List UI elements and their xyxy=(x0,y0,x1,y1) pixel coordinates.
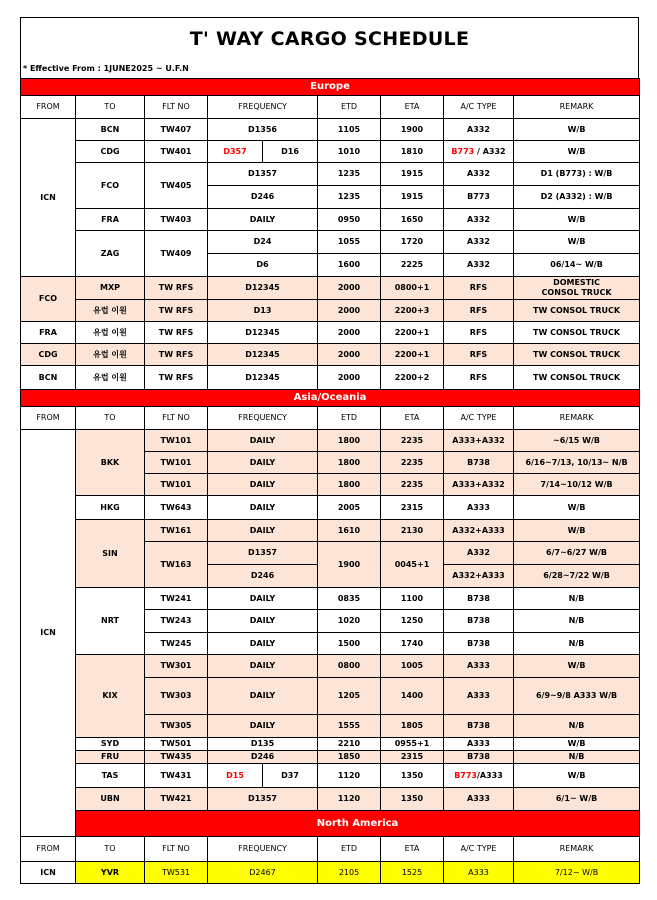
aircraft-cell: RFS xyxy=(444,322,514,344)
remark-cell: 6/16~7/13, 10/13~ N/B xyxy=(514,452,640,474)
aircraft-cell: A332 xyxy=(444,254,514,277)
dest-cell: 유럽 이원 xyxy=(76,300,145,322)
eta-cell: 2225 xyxy=(381,254,444,277)
header-ac-type: A/C TYPE xyxy=(444,407,514,430)
page-title: T' WAY CARGO SCHEDULE xyxy=(20,17,639,58)
eta-cell: 1720 xyxy=(381,231,444,254)
eta-cell: 2200+2 xyxy=(381,366,444,390)
etd-cell: 1055 xyxy=(318,231,381,254)
remark-cell: W/B xyxy=(514,520,640,542)
etd-cell: 2000 xyxy=(318,322,381,344)
frequency-cell: D12345 xyxy=(208,322,318,344)
header-from: FROM xyxy=(21,407,76,430)
etd-cell: 1800 xyxy=(318,430,381,452)
eta-cell: 1810 xyxy=(381,141,444,163)
remark-cell: 6/9~9/8 A333 W/B xyxy=(514,678,640,715)
aircraft-cell: A333 xyxy=(444,655,514,678)
frequency-cell: D24 xyxy=(208,231,318,254)
flight-cell: TW435 xyxy=(145,751,208,764)
frequency-cell: D12345 xyxy=(208,277,318,300)
aircraft-cell: RFS xyxy=(444,277,514,300)
header-ac-type: A/C TYPE xyxy=(444,837,514,862)
aircraft-cell: A333 xyxy=(444,738,514,751)
aircraft-cell: A333+A332 xyxy=(444,430,514,452)
dest-cell: KIX xyxy=(76,655,145,738)
eta-cell: 1525 xyxy=(381,862,444,884)
frequency-cell: D13 xyxy=(208,300,318,322)
etd-cell: 2000 xyxy=(318,366,381,390)
header-frequency: FREQUENCY xyxy=(208,96,318,119)
table-row xyxy=(21,738,640,751)
flight-cell: TW409 xyxy=(145,231,208,277)
section-title: Asia/Oceania xyxy=(21,390,640,407)
dest-cell: HKG xyxy=(76,496,145,520)
frequency-cell: D357 xyxy=(208,141,263,163)
table-row xyxy=(21,366,640,390)
eta-cell: 1350 xyxy=(381,788,444,811)
eta-cell: 0800+1 xyxy=(381,277,444,300)
remark-cell: W/B xyxy=(514,738,640,751)
remark-cell: 06/14~ W/B xyxy=(514,254,640,277)
dest-cell: BCN xyxy=(76,119,145,141)
aircraft-cell: A332+A333 xyxy=(444,520,514,542)
flight-cell: TW101 xyxy=(145,474,208,496)
frequency-cell: D135 xyxy=(208,738,318,751)
flight-cell: TW163 xyxy=(145,542,208,588)
aircraft-cell: B738 xyxy=(444,452,514,474)
frequency-cell: DAILY xyxy=(208,209,318,231)
aircraft-cell: B773 xyxy=(444,186,514,209)
aircraft-cell: RFS xyxy=(444,366,514,390)
frequency-cell: D246 xyxy=(208,565,318,588)
schedule-table xyxy=(20,78,640,884)
table-row xyxy=(21,520,640,542)
etd-cell: 1020 xyxy=(318,610,381,633)
etd-cell: 2000 xyxy=(318,277,381,300)
eta-cell: 0955+1 xyxy=(381,738,444,751)
etd-cell: 2105 xyxy=(318,862,381,884)
table-row xyxy=(21,862,640,884)
etd-cell: 1120 xyxy=(318,764,381,788)
frequency-cell: D15 xyxy=(208,764,263,788)
etd-cell: 1010 xyxy=(318,141,381,163)
flight-cell: TW431 xyxy=(145,764,208,788)
flight-cell: TW643 xyxy=(145,496,208,520)
header-frequency: FREQUENCY xyxy=(208,407,318,430)
remark-cell: N/B xyxy=(514,610,640,633)
etd-cell: 1800 xyxy=(318,452,381,474)
frequency-cell: DAILY xyxy=(208,715,318,738)
flight-cell: TW531 xyxy=(145,862,208,884)
header-row xyxy=(21,407,640,430)
dest-cell: FCO xyxy=(76,163,145,209)
eta-cell: 2235 xyxy=(381,474,444,496)
dest-cell: CDG xyxy=(76,141,145,163)
etd-cell: 0950 xyxy=(318,209,381,231)
etd-cell: 2000 xyxy=(318,300,381,322)
flight-cell: TW101 xyxy=(145,452,208,474)
eta-cell: 2200+3 xyxy=(381,300,444,322)
table-row xyxy=(21,430,640,452)
header-eta: ETA xyxy=(381,96,444,119)
eta-cell: 1350 xyxy=(381,764,444,788)
remark-cell: D1 (B773) : W/B xyxy=(514,163,640,186)
eta-cell: 1100 xyxy=(381,588,444,610)
header-etd: ETD xyxy=(318,407,381,430)
frequency-cell: D12345 xyxy=(208,366,318,390)
flight-cell: TW421 xyxy=(145,788,208,811)
etd-cell: 1205 xyxy=(318,678,381,715)
table-row xyxy=(21,496,640,520)
eta-cell: 1650 xyxy=(381,209,444,231)
etd-cell: 1120 xyxy=(318,788,381,811)
aircraft-cell: A333 xyxy=(444,496,514,520)
aircraft-cell: A333+A332 xyxy=(444,474,514,496)
origin-cell: BCN xyxy=(21,366,76,390)
frequency-cell: DAILY xyxy=(208,588,318,610)
eta-cell: 1900 xyxy=(381,119,444,141)
table-row xyxy=(21,231,640,254)
flight-cell: TW161 xyxy=(145,520,208,542)
frequency-cell: D246 xyxy=(208,186,318,209)
remark-cell: N/B xyxy=(514,588,640,610)
eta-cell: 1805 xyxy=(381,715,444,738)
origin-cell: FCO xyxy=(21,277,76,322)
table-row xyxy=(21,344,640,366)
eta-cell: 2200+1 xyxy=(381,344,444,366)
frequency-cell: DAILY xyxy=(208,633,318,655)
section-title: North America xyxy=(76,811,640,837)
flight-cell: TW245 xyxy=(145,633,208,655)
table-row xyxy=(21,209,640,231)
frequency-cell: DAILY xyxy=(208,452,318,474)
table-row xyxy=(21,655,640,678)
frequency-cell: D1357 xyxy=(208,163,318,186)
etd-cell: 2005 xyxy=(318,496,381,520)
etd-cell: 1800 xyxy=(318,474,381,496)
dest-cell: BKK xyxy=(76,430,145,496)
flight-cell: TW RFS xyxy=(145,366,208,390)
eta-cell: 2315 xyxy=(381,496,444,520)
etd-cell: 1235 xyxy=(318,163,381,186)
flight-cell: TW303 xyxy=(145,678,208,715)
dest-cell: FRU xyxy=(76,751,145,764)
table-row xyxy=(21,163,640,186)
flight-cell: TW RFS xyxy=(145,322,208,344)
schedule-sheet xyxy=(20,17,639,884)
table-row xyxy=(21,141,640,163)
eta-cell: 2130 xyxy=(381,520,444,542)
aircraft-cell: B738 xyxy=(444,751,514,764)
remark-cell: TW CONSOL TRUCK xyxy=(514,300,640,322)
remark-cell: TW CONSOL TRUCK xyxy=(514,366,640,390)
header-eta: ETA xyxy=(381,407,444,430)
remark-cell: 7/14~10/12 W/B xyxy=(514,474,640,496)
eta-cell: 1005 xyxy=(381,655,444,678)
header-flt-no: FLT NO xyxy=(145,837,208,862)
etd-cell: 2000 xyxy=(318,344,381,366)
table-row xyxy=(21,119,640,141)
section-north-america xyxy=(21,811,640,837)
aircraft-cell: A332 xyxy=(444,209,514,231)
frequency-cell: D37 xyxy=(263,764,318,788)
remark-cell: 6/7~6/27 W/B xyxy=(514,542,640,565)
header-etd: ETD xyxy=(318,837,381,862)
aircraft-cell: B738 xyxy=(444,633,514,655)
table-row xyxy=(21,322,640,344)
etd-cell: 1600 xyxy=(318,254,381,277)
remark-cell: W/B xyxy=(514,141,640,163)
header-etd: ETD xyxy=(318,96,381,119)
flight-cell: TW501 xyxy=(145,738,208,751)
aircraft-cell: RFS xyxy=(444,300,514,322)
etd-cell: 1235 xyxy=(318,186,381,209)
section-title: Europe xyxy=(21,79,640,96)
origin-cell: FRA xyxy=(21,322,76,344)
aircraft-cell: A333 xyxy=(444,678,514,715)
etd-cell: 0800 xyxy=(318,655,381,678)
remark-cell: W/B xyxy=(514,231,640,254)
dest-cell: 유럽 이원 xyxy=(76,344,145,366)
remark-cell: 7/12~ W/B xyxy=(514,862,640,884)
remark-cell: N/B xyxy=(514,751,640,764)
dest-cell: NRT xyxy=(76,588,145,655)
flight-cell: TW401 xyxy=(145,141,208,163)
dest-cell: 유럽 이원 xyxy=(76,366,145,390)
header-ac-type: A/C TYPE xyxy=(444,96,514,119)
aircraft-type-b: A333 xyxy=(479,770,503,780)
dest-cell: ZAG xyxy=(76,231,145,277)
table-row xyxy=(21,788,640,811)
eta-cell: 1250 xyxy=(381,610,444,633)
aircraft-cell: B738 xyxy=(444,610,514,633)
aircraft-cell xyxy=(444,764,514,788)
remark-cell: N/B xyxy=(514,715,640,738)
remark-cell: D2 (A332) : W/B xyxy=(514,186,640,209)
dest-cell: MXP xyxy=(76,277,145,300)
etd-cell: 1610 xyxy=(318,520,381,542)
table-row xyxy=(21,277,640,300)
dest-cell: TAS xyxy=(76,764,145,788)
flight-cell: TW243 xyxy=(145,610,208,633)
frequency-cell: D1357 xyxy=(208,788,318,811)
eta-cell: 1915 xyxy=(381,163,444,186)
remark-cell: W/B xyxy=(514,764,640,788)
dest-cell: UBN xyxy=(76,788,145,811)
flight-cell: TW305 xyxy=(145,715,208,738)
eta-cell: 1915 xyxy=(381,186,444,209)
remark-cell: N/B xyxy=(514,633,640,655)
origin-cell: CDG xyxy=(21,344,76,366)
header-remark: REMARK xyxy=(514,96,640,119)
header-flt-no: FLT NO xyxy=(145,96,208,119)
remark-cell: 6/1~ W/B xyxy=(514,788,640,811)
dest-cell: FRA xyxy=(76,209,145,231)
frequency-cell: D1356 xyxy=(208,119,318,141)
header-remark: REMARK xyxy=(514,407,640,430)
eta-cell: 0045+1 xyxy=(381,542,444,588)
header-from: FROM xyxy=(21,96,76,119)
eta-cell: 2235 xyxy=(381,452,444,474)
aircraft-separator: / xyxy=(476,770,480,780)
header-row xyxy=(21,837,640,862)
header-eta: ETA xyxy=(381,837,444,862)
table-row xyxy=(21,764,640,788)
origin-cell: ICN xyxy=(21,119,76,277)
frequency-cell: D6 xyxy=(208,254,318,277)
table-row xyxy=(21,588,640,610)
frequency-cell: D16 xyxy=(263,141,318,163)
frequency-cell: DAILY xyxy=(208,678,318,715)
remark-cell: ~6/15 W/B xyxy=(514,430,640,452)
eta-cell: 1740 xyxy=(381,633,444,655)
aircraft-cell: A332+A333 xyxy=(444,565,514,588)
aircraft-cell: A332 xyxy=(444,163,514,186)
origin-cell: ICN xyxy=(21,430,76,837)
aircraft-cell: B738 xyxy=(444,715,514,738)
flight-cell: TW405 xyxy=(145,163,208,209)
frequency-cell: DAILY xyxy=(208,655,318,678)
header-row xyxy=(21,96,640,119)
aircraft-cell: B738 xyxy=(444,588,514,610)
remark-line: DOMESTIC xyxy=(553,278,600,287)
effective-date: * Effective From : 1JUNE2025 ~ U.F.N xyxy=(20,58,639,78)
table-row xyxy=(21,300,640,322)
remark-cell xyxy=(514,277,640,300)
header-to: TO xyxy=(76,407,145,430)
aircraft-type-a: B773 xyxy=(454,770,477,780)
etd-cell: 0835 xyxy=(318,588,381,610)
frequency-cell: DAILY xyxy=(208,430,318,452)
remark-cell: W/B xyxy=(514,655,640,678)
eta-cell: 2200+1 xyxy=(381,322,444,344)
frequency-cell: D1357 xyxy=(208,542,318,565)
header-to: TO xyxy=(76,837,145,862)
eta-cell: 2235 xyxy=(381,430,444,452)
eta-cell: 2315 xyxy=(381,751,444,764)
header-frequency: FREQUENCY xyxy=(208,837,318,862)
remark-cell: 6/28~7/22 W/B xyxy=(514,565,640,588)
section-europe xyxy=(21,79,640,96)
flight-cell: TW101 xyxy=(145,430,208,452)
frequency-cell: D12345 xyxy=(208,344,318,366)
etd-cell: 1105 xyxy=(318,119,381,141)
remark-cell: TW CONSOL TRUCK xyxy=(514,344,640,366)
aircraft-cell: A333 xyxy=(444,862,514,884)
etd-cell: 1500 xyxy=(318,633,381,655)
frequency-cell: DAILY xyxy=(208,496,318,520)
remark-cell: W/B xyxy=(514,119,640,141)
flight-cell: TW RFS xyxy=(145,344,208,366)
etd-cell: 1900 xyxy=(318,542,381,588)
aircraft-separator: / xyxy=(474,146,483,156)
dest-cell: YVR xyxy=(76,862,145,884)
table-row xyxy=(21,751,640,764)
frequency-cell: D2467 xyxy=(208,862,318,884)
aircraft-type-a: B773 xyxy=(451,146,475,156)
flight-cell: TW407 xyxy=(145,119,208,141)
remark-line: CONSOL TRUCK xyxy=(541,288,612,297)
header-from: FROM xyxy=(21,837,76,862)
header-remark: REMARK xyxy=(514,837,640,862)
aircraft-cell: A332 xyxy=(444,231,514,254)
etd-cell: 1555 xyxy=(318,715,381,738)
flight-cell: TW RFS xyxy=(145,277,208,300)
aircraft-cell: A332 xyxy=(444,542,514,565)
dest-cell: 유럽 이원 xyxy=(76,322,145,344)
remark-cell: TW CONSOL TRUCK xyxy=(514,322,640,344)
dest-cell: SYD xyxy=(76,738,145,751)
header-to: TO xyxy=(76,96,145,119)
aircraft-type-b: A332 xyxy=(482,146,506,156)
aircraft-cell: A333 xyxy=(444,788,514,811)
aircraft-cell: RFS xyxy=(444,344,514,366)
frequency-cell: D246 xyxy=(208,751,318,764)
origin-cell: ICN xyxy=(21,862,76,884)
flight-cell: TW241 xyxy=(145,588,208,610)
section-asia-oceania xyxy=(21,390,640,407)
frequency-cell: DAILY xyxy=(208,520,318,542)
header-flt-no: FLT NO xyxy=(145,407,208,430)
flight-cell: TW301 xyxy=(145,655,208,678)
remark-cell: W/B xyxy=(514,209,640,231)
etd-cell: 2210 xyxy=(318,738,381,751)
remark-cell: W/B xyxy=(514,496,640,520)
dest-cell: SIN xyxy=(76,520,145,588)
aircraft-cell: A332 xyxy=(444,119,514,141)
flight-cell: TW403 xyxy=(145,209,208,231)
frequency-cell: DAILY xyxy=(208,474,318,496)
eta-cell: 1400 xyxy=(381,678,444,715)
etd-cell: 1850 xyxy=(318,751,381,764)
frequency-cell: DAILY xyxy=(208,610,318,633)
flight-cell: TW RFS xyxy=(145,300,208,322)
aircraft-cell xyxy=(444,141,514,163)
